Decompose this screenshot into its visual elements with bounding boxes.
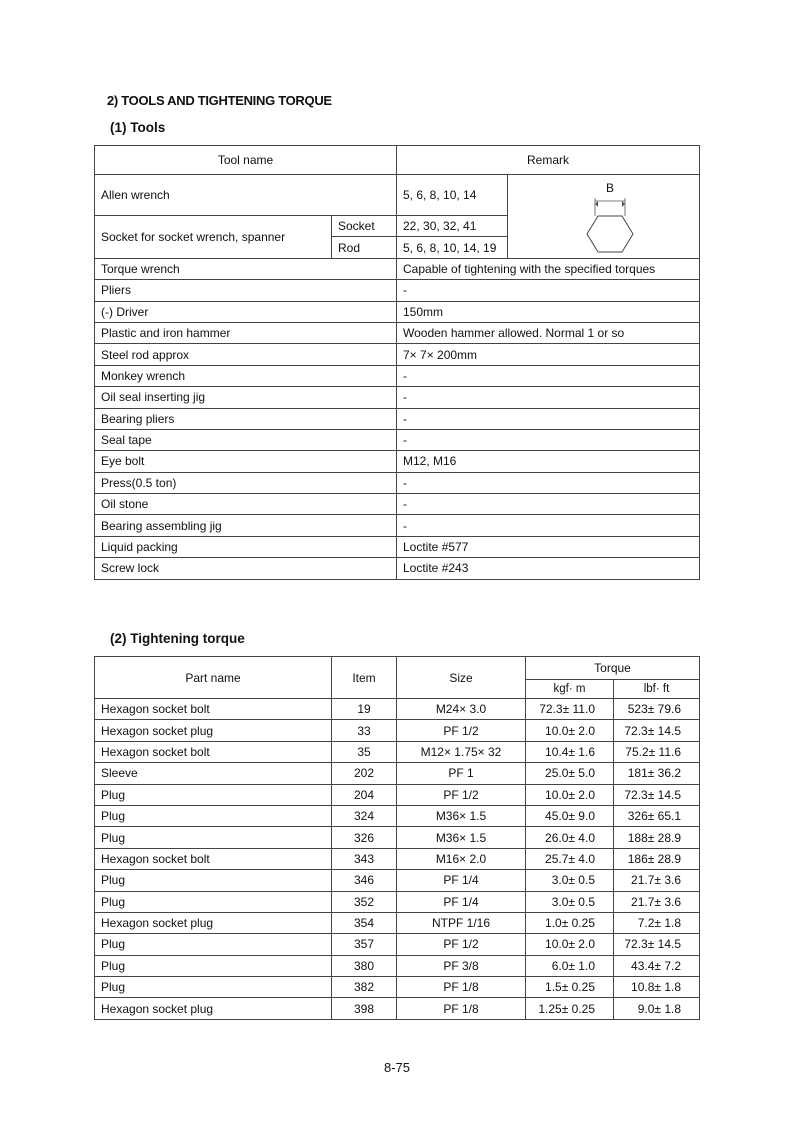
torque-kgf-m: 10.0± 2.0: [526, 784, 614, 805]
part-size: M24× 3.0: [397, 699, 526, 720]
torque-kgf-m: 3.0± 0.5: [526, 870, 614, 891]
tool-remark: -: [397, 280, 700, 301]
part-name: Plug: [95, 934, 332, 955]
torque-row: [95, 912, 700, 933]
torque-lbf-ft: 186± 28.9: [614, 848, 700, 869]
item-number: 324: [332, 805, 397, 826]
torque-row: [95, 741, 700, 762]
tool-remark: -: [397, 408, 700, 429]
torque-table: [94, 656, 700, 1020]
torque-lbf-ft: 43.4± 7.2: [614, 955, 700, 976]
tool-name: Plastic and iron hammer: [95, 322, 397, 343]
tools-row: [95, 365, 700, 386]
torque-row: [95, 848, 700, 869]
item-number: 204: [332, 784, 397, 805]
tool-name: Press(0.5 ton): [95, 472, 397, 493]
item-number: 326: [332, 827, 397, 848]
item-number: 382: [332, 977, 397, 998]
part-name: Hexagon socket plug: [95, 720, 332, 741]
torque-lbf-ft: 21.7± 3.6: [614, 870, 700, 891]
page-number: 8-75: [383, 1060, 411, 1075]
item-number: 202: [332, 763, 397, 784]
section-title: 2) TOOLS AND TIGHTENING TORQUE: [107, 93, 332, 108]
part-name: Hexagon socket plug: [95, 912, 332, 933]
tools-row: [95, 494, 700, 515]
part-name: Plug: [95, 870, 332, 891]
tool-name: Allen wrench: [95, 175, 397, 216]
torque-row: [95, 870, 700, 891]
item-number: 19: [332, 699, 397, 720]
tool-remark: 7× 7× 200mm: [397, 344, 700, 365]
part-size: PF 1/2: [397, 934, 526, 955]
part-size: PF 1/4: [397, 870, 526, 891]
tool-subtype: Rod: [332, 237, 397, 258]
torque-kgf-m: 72.3± 11.0: [526, 699, 614, 720]
item-number: 33: [332, 720, 397, 741]
part-name: Plug: [95, 784, 332, 805]
tool-remark: Capable of tightening with the specified torques: [397, 258, 700, 279]
tool-name: (-) Driver: [95, 301, 397, 322]
part-size: PF 1/8: [397, 998, 526, 1019]
hex-dim-label: B: [605, 181, 614, 196]
torque-lbf-ft: 326± 65.1: [614, 805, 700, 826]
torque-kgf-m: 26.0± 4.0: [526, 827, 614, 848]
tools-row: [95, 515, 700, 536]
tool-remark: Wooden hammer allowed. Normal 1 or so: [397, 322, 700, 343]
torque-row: [95, 720, 700, 741]
tool-name: Seal tape: [95, 429, 397, 450]
torque-header-row: [95, 657, 700, 680]
tool-remark: 150mm: [397, 301, 700, 322]
part-size: M36× 1.5: [397, 805, 526, 826]
tool-remark: -: [397, 515, 700, 536]
tools-row: [95, 344, 700, 365]
tool-remark: 5, 6, 8, 10, 14, 19: [397, 237, 508, 258]
item-number: 346: [332, 870, 397, 891]
tool-name: Torque wrench: [95, 258, 397, 279]
part-name: Hexagon socket bolt: [95, 699, 332, 720]
torque-row: [95, 763, 700, 784]
part-size: PF 1/2: [397, 784, 526, 805]
torque-kgf-m: 45.0± 9.0: [526, 805, 614, 826]
torque-lbf-ft: 10.8± 1.8: [614, 977, 700, 998]
torque-kgf-m: 10.4± 1.6: [526, 741, 614, 762]
tool-remark: -: [397, 472, 700, 493]
tool-name: Socket for socket wrench, spanner: [95, 216, 332, 259]
header-item: Item: [332, 657, 397, 699]
tool-name: Eye bolt: [95, 451, 397, 472]
part-size: M16× 2.0: [397, 848, 526, 869]
tools-header-row: [95, 146, 700, 175]
torque-lbf-ft: 21.7± 3.6: [614, 891, 700, 912]
part-size: M12× 1.75× 32: [397, 741, 526, 762]
tool-name: Oil seal inserting jig: [95, 387, 397, 408]
part-name: Plug: [95, 805, 332, 826]
part-size: PF 3/8: [397, 955, 526, 976]
tool-remark: -: [397, 494, 700, 515]
tools-subtitle: (1) Tools: [110, 120, 166, 135]
torque-lbf-ft: 188± 28.9: [614, 827, 700, 848]
torque-lbf-ft: 75.2± 11.6: [614, 741, 700, 762]
torque-lbf-ft: 72.3± 14.5: [614, 784, 700, 805]
part-name: Plug: [95, 955, 332, 976]
torque-lbf-ft: 7.2± 1.8: [614, 912, 700, 933]
torque-kgf-m: 10.0± 2.0: [526, 934, 614, 955]
header-remark: Remark: [397, 146, 700, 175]
tools-row: [95, 387, 700, 408]
torque-lbf-ft: 523± 79.6: [614, 699, 700, 720]
torque-row: [95, 784, 700, 805]
torque-row: [95, 998, 700, 1019]
tools-row: [95, 429, 700, 450]
tool-remark: Loctite #577: [397, 536, 700, 557]
torque-row: [95, 805, 700, 826]
item-number: 354: [332, 912, 397, 933]
hex-diagram-cell: [508, 175, 700, 259]
tool-remark: 22, 30, 32, 41: [397, 216, 508, 237]
torque-row: [95, 699, 700, 720]
header-kgf-m: kgf· m: [526, 680, 614, 699]
part-name: Plug: [95, 891, 332, 912]
part-name: Hexagon socket plug: [95, 998, 332, 1019]
torque-kgf-m: 25.0± 5.0: [526, 763, 614, 784]
part-size: PF 1/4: [397, 891, 526, 912]
torque-kgf-m: 1.5± 0.25: [526, 977, 614, 998]
torque-lbf-ft: 72.3± 14.5: [614, 934, 700, 955]
part-name: Sleeve: [95, 763, 332, 784]
torque-row: [95, 827, 700, 848]
tools-row: [95, 408, 700, 429]
part-name: Plug: [95, 977, 332, 998]
torque-subtitle: (2) Tightening torque: [110, 631, 245, 646]
tools-row-allen: [95, 175, 700, 216]
part-size: M36× 1.5: [397, 827, 526, 848]
part-size: NTPF 1/16: [397, 912, 526, 933]
tool-remark: -: [397, 387, 700, 408]
torque-kgf-m: 25.7± 4.0: [526, 848, 614, 869]
torque-lbf-ft: 181± 36.2: [614, 763, 700, 784]
tools-row: [95, 536, 700, 557]
torque-kgf-m: 10.0± 2.0: [526, 720, 614, 741]
tool-name: Pliers: [95, 280, 397, 301]
item-number: 352: [332, 891, 397, 912]
tools-row: [95, 472, 700, 493]
header-part-name: Part name: [95, 657, 332, 699]
item-number: 357: [332, 934, 397, 955]
part-name: Hexagon socket bolt: [95, 848, 332, 869]
tool-remark: M12, M16: [397, 451, 700, 472]
tools-row: [95, 451, 700, 472]
hex-socket-icon: [509, 176, 699, 256]
item-number: 398: [332, 998, 397, 1019]
torque-kgf-m: 3.0± 0.5: [526, 891, 614, 912]
part-name: Plug: [95, 827, 332, 848]
item-number: 380: [332, 955, 397, 976]
part-size: PF 1/2: [397, 720, 526, 741]
torque-row: [95, 955, 700, 976]
torque-lbf-ft: 72.3± 14.5: [614, 720, 700, 741]
tool-remark: 5, 6, 8, 10, 14: [397, 175, 508, 216]
torque-row: [95, 977, 700, 998]
torque-row: [95, 934, 700, 955]
part-size: PF 1: [397, 763, 526, 784]
tool-name: Screw lock: [95, 558, 397, 579]
header-lbf-ft: lbf· ft: [614, 680, 700, 699]
tool-remark: -: [397, 429, 700, 450]
tools-row: [95, 280, 700, 301]
torque-kgf-m: 1.25± 0.25: [526, 998, 614, 1019]
torque-row: [95, 891, 700, 912]
tool-subtype: Socket: [332, 216, 397, 237]
torque-kgf-m: 6.0± 1.0: [526, 955, 614, 976]
torque-lbf-ft: 9.0± 1.8: [614, 998, 700, 1019]
tools-row: [95, 558, 700, 579]
tool-name: Bearing pliers: [95, 408, 397, 429]
tool-name: Steel rod approx: [95, 344, 397, 365]
header-size: Size: [397, 657, 526, 699]
tool-remark: Loctite #243: [397, 558, 700, 579]
tool-remark: -: [397, 365, 700, 386]
tools-row: [95, 258, 700, 279]
header-torque: Torque: [526, 657, 700, 680]
tool-name: Oil stone: [95, 494, 397, 515]
tools-table: [94, 145, 700, 580]
tool-name: Liquid packing: [95, 536, 397, 557]
part-size: PF 1/8: [397, 977, 526, 998]
item-number: 343: [332, 848, 397, 869]
part-name: Hexagon socket bolt: [95, 741, 332, 762]
tools-row: [95, 322, 700, 343]
item-number: 35: [332, 741, 397, 762]
tool-name: Monkey wrench: [95, 365, 397, 386]
tools-row: [95, 301, 700, 322]
torque-kgf-m: 1.0± 0.25: [526, 912, 614, 933]
tool-name: Bearing assembling jig: [95, 515, 397, 536]
header-tool-name: Tool name: [95, 146, 397, 175]
